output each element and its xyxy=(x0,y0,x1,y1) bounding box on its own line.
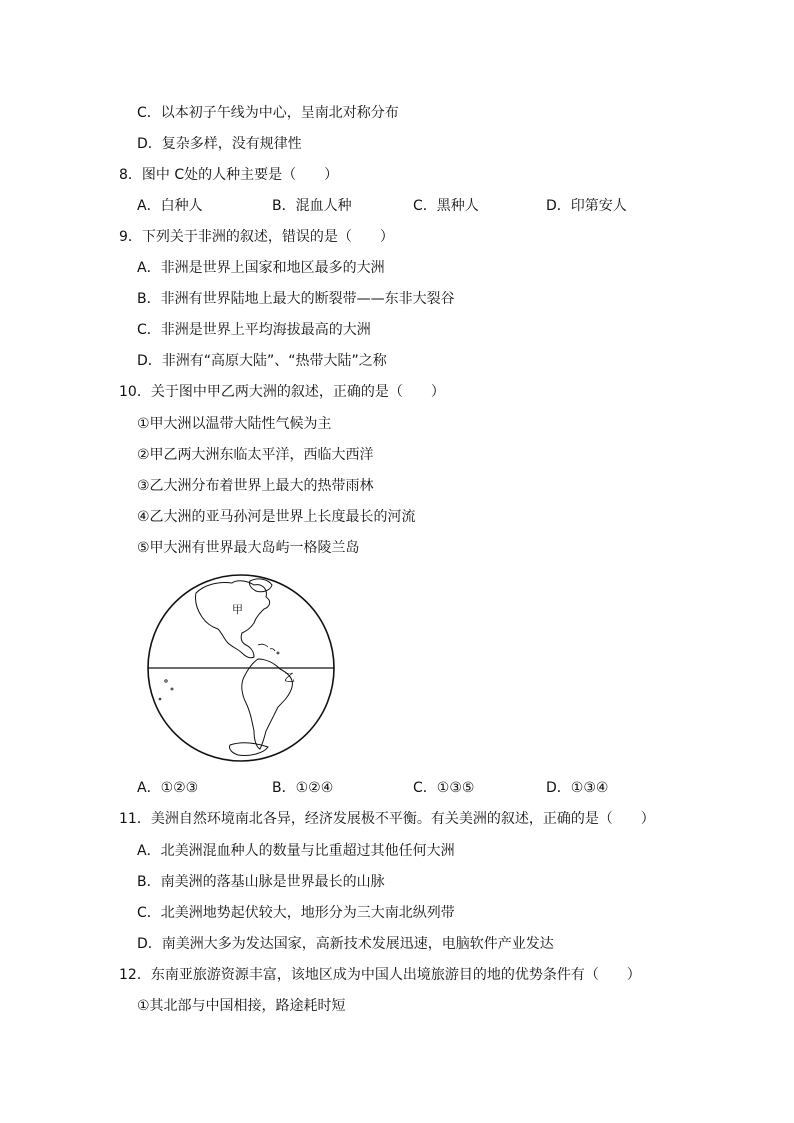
q12-statement-1: ①其北部与中国相接，路途耗时短 xyxy=(137,998,346,1014)
q8-option-d: D．印第安人 xyxy=(546,198,627,214)
q10-statement-3: ③乙大洲分布着世界上最大的热带雨林 xyxy=(137,478,374,494)
q8-option-b: B．混血人种 xyxy=(272,198,352,214)
q10-statement-5: ⑤甲大洲有世界最大岛屿一格陵兰岛 xyxy=(137,540,360,556)
q10-statement-2: ②甲乙两大洲东临太平洋，西临大西洋 xyxy=(137,447,374,463)
q10-option-b: B．①②④ xyxy=(272,780,334,796)
q8-option-c: C．黑种人 xyxy=(413,198,479,214)
q9-option-a: A．非洲是世界上国家和地区最多的大洲 xyxy=(137,260,385,276)
q8-option-a: A．白种人 xyxy=(137,198,203,214)
label-jia: 甲 xyxy=(232,603,243,616)
north-america-shape xyxy=(195,581,269,658)
q11-option-a: A．北美洲混血种人的数量与比重超过其他任何大洲 xyxy=(137,843,455,859)
q10-option-c: C．①③⑤ xyxy=(413,780,475,796)
q11-stem: 11．美洲自然环境南北各异，经济发展极不平衡。有关美洲的叙述，正确的是（ ） xyxy=(119,811,655,827)
q10-option-d: D．①③④ xyxy=(546,780,609,796)
q11-option-c: C．北美洲地势起伏较大，地形分为三大南北纵列带 xyxy=(137,905,455,921)
q7-option-c: C．以本初子午线为中心，呈南北对称分布 xyxy=(137,105,399,121)
q9-option-b: B．非洲有世界陆地上最大的断裂带——东非大裂谷 xyxy=(137,291,455,307)
q11-option-b: B．南美洲的落基山脉是世界最长的山脉 xyxy=(137,874,385,890)
q12-stem: 12．东南亚旅游资源丰富，该地区成为中国人出境旅游目的地的优势条件有（ ） xyxy=(119,967,641,983)
label-yi: 乙 xyxy=(284,671,295,684)
q11-option-d: D．南美洲大多为发达国家，高新技术发展迅速，电脑软件产业发达 xyxy=(137,936,554,952)
q10-option-a: A．①②③ xyxy=(137,780,199,796)
q9-option-c: C．非洲是世界上平均海拔最高的大洲 xyxy=(137,322,371,338)
q9-stem: 9．下列关于非洲的叙述，错误的是（ ） xyxy=(119,229,394,245)
q7-option-d: D．复杂多样，没有规律性 xyxy=(137,136,302,152)
q10-statement-1: ①甲大洲以温带大陆性气候为主 xyxy=(137,416,332,432)
globe-map xyxy=(146,573,336,763)
q10-stem: 10．关于图中甲乙两大洲的叙述，正确的是（ ） xyxy=(119,384,445,400)
caribbean-islands xyxy=(159,644,279,700)
q9-option-d: D．非洲有“高原大陆”、“热带大陆”之称 xyxy=(137,353,387,369)
q8-stem: 8．图中 C处的人种主要是（ ） xyxy=(119,167,339,183)
q10-statement-4: ④乙大洲的亚马孙河是世界上长度最长的河流 xyxy=(137,509,416,525)
